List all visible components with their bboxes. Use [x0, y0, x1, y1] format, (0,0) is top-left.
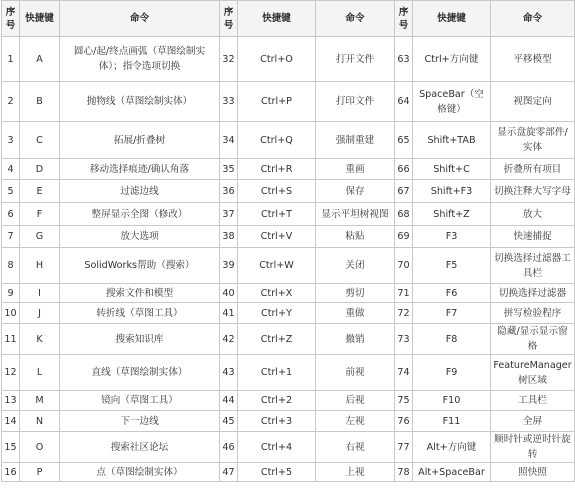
command-cell: SolidWorks帮助（搜索） [60, 248, 220, 284]
command-cell: 下一边线 [60, 411, 220, 432]
command-cell: 抛物线（草图绘制实体） [60, 82, 220, 122]
command-cell: 强制重建 [316, 122, 395, 159]
command-cell: 整屏显示全图（修改） [60, 203, 220, 226]
shortcut-cell: Ctrl+Z [238, 324, 316, 355]
header-command: 命令 [60, 1, 220, 37]
shortcut-cell: F3 [413, 226, 491, 248]
table-row [2, 159, 575, 180]
shortcut-cell: P [20, 463, 60, 482]
index-cell: 45 [220, 411, 238, 432]
index-cell: 5 [2, 180, 20, 203]
index-cell: 46 [220, 432, 238, 463]
index-cell: 34 [220, 122, 238, 159]
shortcut-cell: L [20, 355, 60, 391]
index-cell: 69 [395, 226, 413, 248]
command-cell: 直线（草图绘制实体） [60, 355, 220, 391]
command-cell: FeatureManager树区域 [491, 355, 575, 391]
shortcut-cell: F8 [413, 324, 491, 355]
command-cell: 点（草图绘制实体） [60, 463, 220, 482]
index-cell: 13 [2, 391, 20, 411]
shortcut-cell: SpaceBar（空格键） [413, 82, 491, 122]
index-cell: 36 [220, 180, 238, 203]
index-cell: 42 [220, 324, 238, 355]
index-cell: 2 [2, 82, 20, 122]
shortcut-cell: Shift+TAB [413, 122, 491, 159]
command-cell: 搜索社区论坛 [60, 432, 220, 463]
table-row [2, 463, 575, 482]
command-cell: 放大 [491, 203, 575, 226]
header-index: 序号 [395, 1, 413, 37]
index-cell: 11 [2, 324, 20, 355]
index-cell: 33 [220, 82, 238, 122]
shortcut-cell: C [20, 122, 60, 159]
shortcut-cell: Ctrl+Y [238, 303, 316, 324]
table-row [2, 203, 575, 226]
index-cell: 40 [220, 284, 238, 303]
index-cell: 1 [2, 37, 20, 82]
index-cell: 10 [2, 303, 20, 324]
index-cell: 65 [395, 122, 413, 159]
command-cell: 后视 [316, 391, 395, 411]
index-cell: 72 [395, 303, 413, 324]
index-cell: 64 [395, 82, 413, 122]
shortcut-cell: G [20, 226, 60, 248]
index-cell: 38 [220, 226, 238, 248]
index-cell: 74 [395, 355, 413, 391]
index-cell: 70 [395, 248, 413, 284]
table-row [2, 324, 575, 355]
index-cell: 41 [220, 303, 238, 324]
index-cell: 12 [2, 355, 20, 391]
command-cell: 拓展/折叠树 [60, 122, 220, 159]
index-cell: 75 [395, 391, 413, 411]
command-cell: 右视 [316, 432, 395, 463]
shortcut-cell: Ctrl+1 [238, 355, 316, 391]
shortcut-cell: Shift+Z [413, 203, 491, 226]
index-cell: 32 [220, 37, 238, 82]
index-cell: 14 [2, 411, 20, 432]
shortcut-cell: D [20, 159, 60, 180]
shortcut-cell: F11 [413, 411, 491, 432]
shortcut-cell: Alt+SpaceBar [413, 463, 491, 482]
command-cell: 保存 [316, 180, 395, 203]
index-cell: 77 [395, 432, 413, 463]
header-index: 序号 [220, 1, 238, 37]
command-cell: 快速捕捉 [491, 226, 575, 248]
table-row [2, 37, 575, 82]
shortcut-cell: Ctrl+2 [238, 391, 316, 411]
index-cell: 16 [2, 463, 20, 482]
command-cell: 上视 [316, 463, 395, 482]
command-cell: 过滤边线 [60, 180, 220, 203]
shortcut-cell: F [20, 203, 60, 226]
command-cell: 关闭 [316, 248, 395, 284]
table-body [2, 37, 575, 482]
header-index: 序号 [2, 1, 20, 37]
shortcut-cell: I [20, 284, 60, 303]
index-cell: 68 [395, 203, 413, 226]
table-row [2, 226, 575, 248]
index-cell: 78 [395, 463, 413, 482]
table-row [2, 122, 575, 159]
index-cell: 73 [395, 324, 413, 355]
shortcut-cell: A [20, 37, 60, 82]
shortcut-cell: F5 [413, 248, 491, 284]
index-cell: 6 [2, 203, 20, 226]
shortcut-cell: Shift+C [413, 159, 491, 180]
command-cell: 隐藏/显示显示窗格 [491, 324, 575, 355]
command-cell: 平移模型 [491, 37, 575, 82]
command-cell: 镜向（草图工具） [60, 391, 220, 411]
command-cell: 照快照 [491, 463, 575, 482]
index-cell: 8 [2, 248, 20, 284]
shortcut-cell: Ctrl+4 [238, 432, 316, 463]
shortcut-cell: Ctrl+X [238, 284, 316, 303]
index-cell: 76 [395, 411, 413, 432]
shortcut-cell: E [20, 180, 60, 203]
table-row [2, 355, 575, 391]
command-cell: 移动选择痕迹/确认角落 [60, 159, 220, 180]
index-cell: 66 [395, 159, 413, 180]
header-shortcut: 快捷键 [238, 1, 316, 37]
shortcut-cell: Ctrl+5 [238, 463, 316, 482]
index-cell: 39 [220, 248, 238, 284]
index-cell: 71 [395, 284, 413, 303]
header-shortcut: 快捷键 [20, 1, 60, 37]
table-row [2, 303, 575, 324]
shortcut-cell: Alt+方向键 [413, 432, 491, 463]
command-cell: 打印文件 [316, 82, 395, 122]
index-cell: 37 [220, 203, 238, 226]
shortcut-cell: K [20, 324, 60, 355]
index-cell: 7 [2, 226, 20, 248]
command-cell: 搜索知识库 [60, 324, 220, 355]
shortcut-cell: Ctrl+O [238, 37, 316, 82]
shortcut-cell: Ctrl+W [238, 248, 316, 284]
command-cell: 折叠所有项目 [491, 159, 575, 180]
command-cell: 左视 [316, 411, 395, 432]
shortcut-cell: Ctrl+P [238, 82, 316, 122]
table-row [2, 284, 575, 303]
shortcut-table [1, 0, 575, 482]
header-command: 命令 [491, 1, 575, 37]
index-cell: 67 [395, 180, 413, 203]
shortcut-cell: F10 [413, 391, 491, 411]
index-cell: 4 [2, 159, 20, 180]
command-cell: 显示平坦树视图 [316, 203, 395, 226]
command-cell: 拼写检验程序 [491, 303, 575, 324]
command-cell: 粘贴 [316, 226, 395, 248]
index-cell: 44 [220, 391, 238, 411]
command-cell: 撤销 [316, 324, 395, 355]
command-cell: 切换选择过滤器工具栏 [491, 248, 575, 284]
command-cell: 全屏 [491, 411, 575, 432]
shortcut-cell: O [20, 432, 60, 463]
shortcut-cell: Ctrl+3 [238, 411, 316, 432]
shortcut-cell: B [20, 82, 60, 122]
command-cell: 打开文件 [316, 37, 395, 82]
command-cell: 搜索文件和模型 [60, 284, 220, 303]
command-cell: 圆心/起/终点画弧（草图绘制实体）；指令选项切换 [60, 37, 220, 82]
command-cell: 视图定向 [491, 82, 575, 122]
table-row [2, 411, 575, 432]
command-cell: 顺时针或逆时针旋转 [491, 432, 575, 463]
index-cell: 43 [220, 355, 238, 391]
table-row [2, 391, 575, 411]
table-row [2, 432, 575, 463]
command-cell: 切换注释大写字母 [491, 180, 575, 203]
index-cell: 9 [2, 284, 20, 303]
shortcut-cell: Ctrl+方向键 [413, 37, 491, 82]
header-shortcut: 快捷键 [413, 1, 491, 37]
shortcut-cell: Ctrl+V [238, 226, 316, 248]
index-cell: 47 [220, 463, 238, 482]
shortcut-cell: F9 [413, 355, 491, 391]
shortcut-cell: M [20, 391, 60, 411]
table-row [2, 180, 575, 203]
shortcut-cell: N [20, 411, 60, 432]
shortcut-cell: F7 [413, 303, 491, 324]
command-cell: 重画 [316, 159, 395, 180]
command-cell: 切换选择过滤器 [491, 284, 575, 303]
command-cell: 剪切 [316, 284, 395, 303]
table-row [2, 82, 575, 122]
shortcut-cell: Ctrl+Q [238, 122, 316, 159]
shortcut-cell: Ctrl+T [238, 203, 316, 226]
shortcut-cell: J [20, 303, 60, 324]
command-cell: 前视 [316, 355, 395, 391]
table-row [2, 248, 575, 284]
shortcut-cell: F6 [413, 284, 491, 303]
command-cell: 显示盘旋零部件/实体 [491, 122, 575, 159]
command-cell: 转折线（草图工具） [60, 303, 220, 324]
shortcut-cell: H [20, 248, 60, 284]
command-cell: 工具栏 [491, 391, 575, 411]
index-cell: 35 [220, 159, 238, 180]
shortcut-cell: Ctrl+R [238, 159, 316, 180]
header-row [2, 1, 575, 37]
index-cell: 15 [2, 432, 20, 463]
index-cell: 3 [2, 122, 20, 159]
shortcut-cell: Ctrl+S [238, 180, 316, 203]
command-cell: 重做 [316, 303, 395, 324]
header-command: 命令 [316, 1, 395, 37]
command-cell: 放大选项 [60, 226, 220, 248]
shortcut-cell: Shift+F3 [413, 180, 491, 203]
index-cell: 63 [395, 37, 413, 82]
